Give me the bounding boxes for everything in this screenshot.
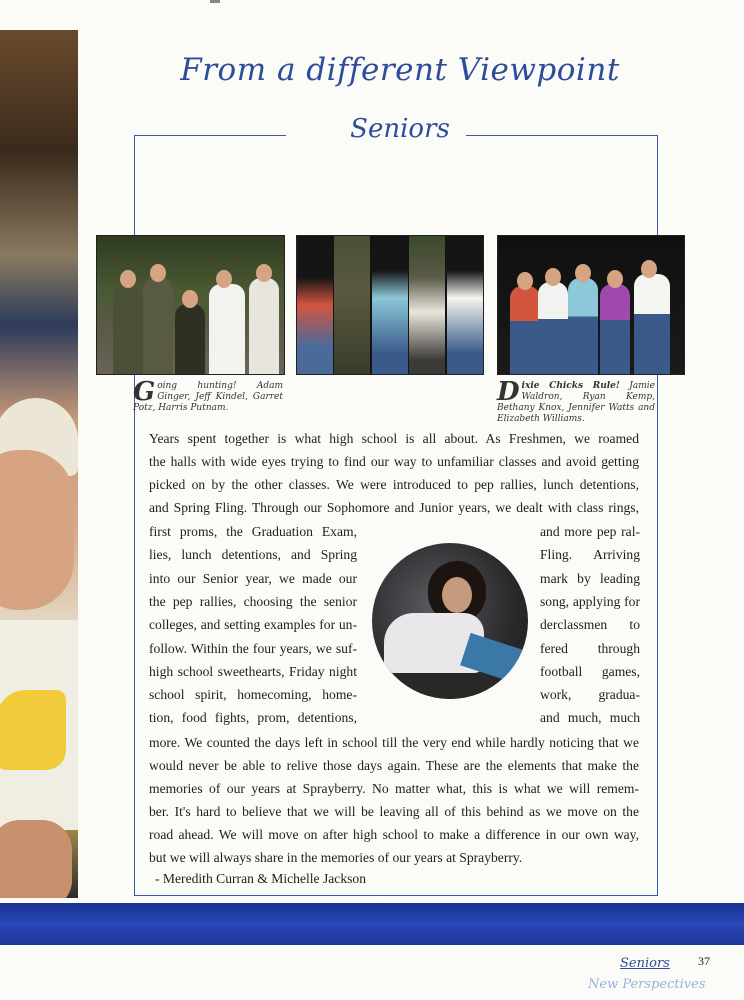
person (538, 282, 568, 374)
story-line-left: high school sweethearts, Friday night (149, 664, 357, 679)
shirt-logo (0, 690, 66, 770)
story-line-left: the pep rallies, choosing the senior (149, 594, 357, 609)
story-line-left: first proms, the Graduation Exam, (149, 524, 357, 539)
story-line-right: work, gradua- (540, 687, 640, 702)
photo-face (0, 450, 74, 610)
story-line-right: and more pep ral- (540, 524, 640, 539)
photo-hunting (96, 235, 285, 375)
collage-strip (409, 236, 445, 374)
story-line: and Spring Fling. Through our Sophomore and Junior years, we dealt with class rings, (149, 500, 639, 515)
collage-strip (297, 236, 333, 374)
photo-dixie-chicks (497, 235, 685, 375)
story-line: the halls with wide eyes trying to find our way to unfamiliar classes and avoid getting (149, 454, 639, 469)
circle-photo-student (372, 543, 528, 699)
story-line: Years spent together is what high school is all about. As Freshmen, we roamed (149, 431, 639, 446)
footer-blue-band (0, 903, 744, 945)
scan-mark (210, 0, 220, 3)
caption-dixie-chicks (497, 377, 655, 425)
person (175, 304, 205, 374)
story-line: memories of our years at Sprayberry. No matter what, this is what we will remem- (149, 781, 639, 796)
footer-section-name: Seniors (620, 956, 670, 971)
caption-text: Jamie Waldron, Ryan Kemp, Bethany Knox, Jennifer Watts and Elizabeth Williams. (497, 381, 655, 424)
story-line-left: lies, lunch detentions, and Spring (149, 547, 357, 562)
caption-hunting (133, 377, 283, 414)
story-line: more. We counted the days left in school till the very end while hardly noticing that we (149, 735, 639, 750)
caption-bold: ixie Chicks Rule! (521, 381, 620, 391)
person (568, 278, 598, 374)
story-line: road ahead. We will move on after high school to make a difference in our own way, (149, 827, 639, 842)
story-line-left: colleges, and setting examples for un- (149, 617, 357, 632)
person (143, 278, 173, 374)
story-line-right: mark by leading (540, 571, 640, 586)
collage-strip (447, 236, 483, 374)
caption-drop-cap: D (497, 377, 520, 407)
photo-collage (296, 235, 484, 375)
story-line: ber. It's hard to believe that we will be leaving all of this behind as we move on the (149, 804, 639, 819)
caption-drop-cap: G (133, 377, 156, 407)
person (510, 286, 540, 374)
story-line-right: football games, (540, 664, 640, 679)
story-line-left: follow. Within the four years, we suf- (149, 641, 357, 656)
frame-top-right-rule (466, 135, 657, 136)
story-line-right: song, applying for (540, 594, 640, 609)
story-line-left: into our Senior year, we made our (149, 571, 357, 586)
collage-strip (372, 236, 408, 374)
page-title: From a different Viewpoint (180, 52, 620, 88)
story-line-right: and much, much (540, 710, 640, 725)
story-line-right: fered through (540, 641, 640, 656)
caption-text: oing hunting! Adam Ginger, Jeff Kindel, Garret Potz, Harris Putnam. (133, 381, 283, 413)
side-photo-strip (0, 30, 78, 898)
page-number: 37 (698, 954, 710, 968)
story-signature: - Meredith Curran & Michelle Jackson (155, 871, 367, 886)
story-line-left: school spirit, homecoming, home- (149, 687, 357, 702)
photo-hand (0, 820, 72, 898)
collage-strip (334, 236, 370, 374)
section-title: Seniors (350, 114, 450, 144)
person (113, 284, 143, 374)
photo-shirt (0, 620, 78, 830)
person (600, 284, 630, 374)
story-line: but we will always share in the memories of our years at Sprayberry. (149, 850, 523, 865)
story-line-left: tion, food fights, prom, detentions, (149, 710, 357, 725)
story-line: would never be able to relive those days again. These are the elements that make the (149, 758, 639, 773)
person (249, 278, 279, 374)
story-line-right: Fling. Arriving (540, 547, 640, 562)
story-line-right: derclassmen to (540, 617, 640, 632)
footer-theme: New Perspectives (588, 977, 706, 992)
frame-top-left-rule (134, 135, 286, 136)
story-line: picked on by the other classes. We were introduced to pep rallies, lunch detentions, (149, 477, 639, 492)
person (209, 284, 245, 374)
person (634, 274, 670, 374)
